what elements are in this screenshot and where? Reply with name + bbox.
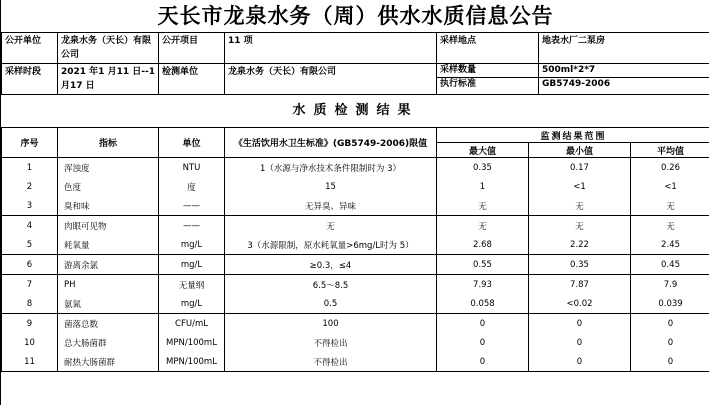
period-label: 采样时段 xyxy=(2,64,58,95)
quantity-standard-values xyxy=(539,64,709,95)
row-min: 7.87 xyxy=(529,275,631,295)
row-no: 8 xyxy=(2,294,58,314)
row-avg: <1 xyxy=(631,177,709,196)
row-max: 0 xyxy=(437,352,529,372)
row-max: 2.68 xyxy=(437,235,529,255)
row-unit: —— xyxy=(159,196,225,216)
header-row xyxy=(2,128,709,143)
row-avg: 0.26 xyxy=(631,158,709,178)
table-row xyxy=(2,255,709,275)
row-unit: 无量纲 xyxy=(159,275,225,295)
row-avg: 无 xyxy=(631,216,709,236)
row-min: 0.17 xyxy=(529,158,631,178)
items-value: 11 项 xyxy=(225,33,437,64)
period-value: 2021 年1 月11 日--1月17 日 xyxy=(58,64,159,95)
row-min: 无 xyxy=(529,196,631,216)
table-row xyxy=(2,158,709,178)
row-unit: NTU xyxy=(159,158,225,178)
header-limit: 《生活饮用水卫生标准》(GB5749-2006)限值 xyxy=(225,128,437,158)
inspector-label: 检测单位 xyxy=(159,64,225,95)
row-limit: 无异臭、异味 xyxy=(225,196,437,216)
row-unit: MPN/100mL xyxy=(159,352,225,372)
row-min: 0.35 xyxy=(529,255,631,275)
row-avg: 0 xyxy=(631,352,709,372)
row-limit: 不得检出 xyxy=(225,333,437,352)
quantity-value: 500ml*2*7 xyxy=(539,64,709,78)
row-indicator: 色度 xyxy=(58,177,159,196)
header-avg: 平均值 xyxy=(631,143,709,158)
row-max: 无 xyxy=(437,216,529,236)
results-table xyxy=(1,127,709,372)
page-title: 天长市龙泉水务（周）供水水质信息公告 xyxy=(157,3,554,28)
table-row xyxy=(2,177,709,196)
row-min: <1 xyxy=(529,177,631,196)
row-no: 2 xyxy=(2,177,58,196)
table-row xyxy=(2,235,709,255)
row-min: 0 xyxy=(529,333,631,352)
row-min: <0.02 xyxy=(529,294,631,314)
row-unit: mg/L xyxy=(159,294,225,314)
header-unit: 单位 xyxy=(159,128,225,158)
row-min: 0 xyxy=(529,352,631,372)
row-unit: mg/L xyxy=(159,255,225,275)
table-row xyxy=(2,275,709,295)
row-indicator: 肉眼可见物 xyxy=(58,216,159,236)
quantity-standard-cell xyxy=(437,64,539,95)
table-row xyxy=(2,216,709,236)
row-unit: mg/L xyxy=(159,235,225,255)
location-label: 采样地点 xyxy=(437,33,539,64)
row-indicator: PH xyxy=(58,275,159,295)
row-avg: 7.9 xyxy=(631,275,709,295)
row-no: 6 xyxy=(2,255,58,275)
row-max: 1 xyxy=(437,177,529,196)
row-max: 0.058 xyxy=(437,294,529,314)
row-unit: 度 xyxy=(159,177,225,196)
table-row xyxy=(2,196,709,216)
result-rows xyxy=(2,158,709,372)
row-limit: 1（水源与净水技术条件限制时为 3） xyxy=(225,158,437,178)
table-row xyxy=(2,314,709,334)
row-indicator: 总大肠菌群 xyxy=(58,333,159,352)
row-max: 无 xyxy=(437,196,529,216)
row-indicator: 氨氮 xyxy=(58,294,159,314)
row-max: 0 xyxy=(437,333,529,352)
row-avg: 0 xyxy=(631,333,709,352)
row-min: 2.22 xyxy=(529,235,631,255)
row-no: 7 xyxy=(2,275,58,295)
header-max: 最大值 xyxy=(437,143,529,158)
publisher-label: 公开单位 xyxy=(2,33,58,64)
row-avg: 0.45 xyxy=(631,255,709,275)
row-no: 5 xyxy=(2,235,58,255)
header-min: 最小值 xyxy=(529,143,631,158)
row-max: 0.55 xyxy=(437,255,529,275)
items-label: 公开项目 xyxy=(159,33,225,64)
info-table xyxy=(1,32,709,95)
row-no: 11 xyxy=(2,352,58,372)
row-avg: 无 xyxy=(631,196,709,216)
row-max: 0.35 xyxy=(437,158,529,178)
row-limit: 不得检出 xyxy=(225,352,437,372)
row-unit: CFU/mL xyxy=(159,314,225,334)
standard-value: GB5749-2006 xyxy=(542,79,611,89)
row-indicator: 耐热大肠菌群 xyxy=(58,352,159,372)
row-limit: 100 xyxy=(225,314,437,334)
table-row xyxy=(2,333,709,352)
row-limit: 15 xyxy=(225,177,437,196)
row-no: 3 xyxy=(2,196,58,216)
row-unit: —— xyxy=(159,216,225,236)
location-value: 地表水厂二泵房 xyxy=(539,33,709,64)
row-avg: 0.039 xyxy=(631,294,709,314)
table-row xyxy=(2,352,709,372)
row-indicator: 浑浊度 xyxy=(58,158,159,178)
table-row xyxy=(2,294,709,314)
row-avg: 2.45 xyxy=(631,235,709,255)
row-no: 4 xyxy=(2,216,58,236)
row-avg: 0 xyxy=(631,314,709,334)
header-indicator: 指标 xyxy=(58,128,159,158)
row-min: 无 xyxy=(529,216,631,236)
row-indicator: 耗氧量 xyxy=(58,235,159,255)
row-unit: MPN/100mL xyxy=(159,333,225,352)
row-indicator: 游离余氯 xyxy=(58,255,159,275)
row-no: 9 xyxy=(2,314,58,334)
row-indicator: 臭和味 xyxy=(58,196,159,216)
row-no: 1 xyxy=(2,158,58,178)
row-limit: ≥0.3，≤4 xyxy=(225,255,437,275)
row-limit: 3（水源限制，原水耗氧量>6mg/L时为 5） xyxy=(225,235,437,255)
row-limit: 无 xyxy=(225,216,437,236)
header-no: 序号 xyxy=(2,128,58,158)
header-range-group: 监测结果范围 xyxy=(437,128,709,143)
inspector-value: 龙泉水务（天长）有限公司 xyxy=(225,64,437,95)
row-no: 10 xyxy=(2,333,58,352)
row-limit: 6.5～8.5 xyxy=(225,275,437,295)
quantity-label: 采样数量 xyxy=(437,64,538,78)
row-max: 0 xyxy=(437,314,529,334)
row-max: 7.93 xyxy=(437,275,529,295)
info-row xyxy=(2,33,709,64)
section-title: 水质检测结果 xyxy=(292,103,419,118)
row-limit: 0.5 xyxy=(225,294,437,314)
standard-label: 执行标准 xyxy=(440,79,477,89)
row-indicator: 菌落总数 xyxy=(58,314,159,334)
row-min: 0 xyxy=(529,314,631,334)
publisher-value: 龙泉水务（天长）有限公司 xyxy=(58,33,159,64)
info-row xyxy=(2,64,709,95)
